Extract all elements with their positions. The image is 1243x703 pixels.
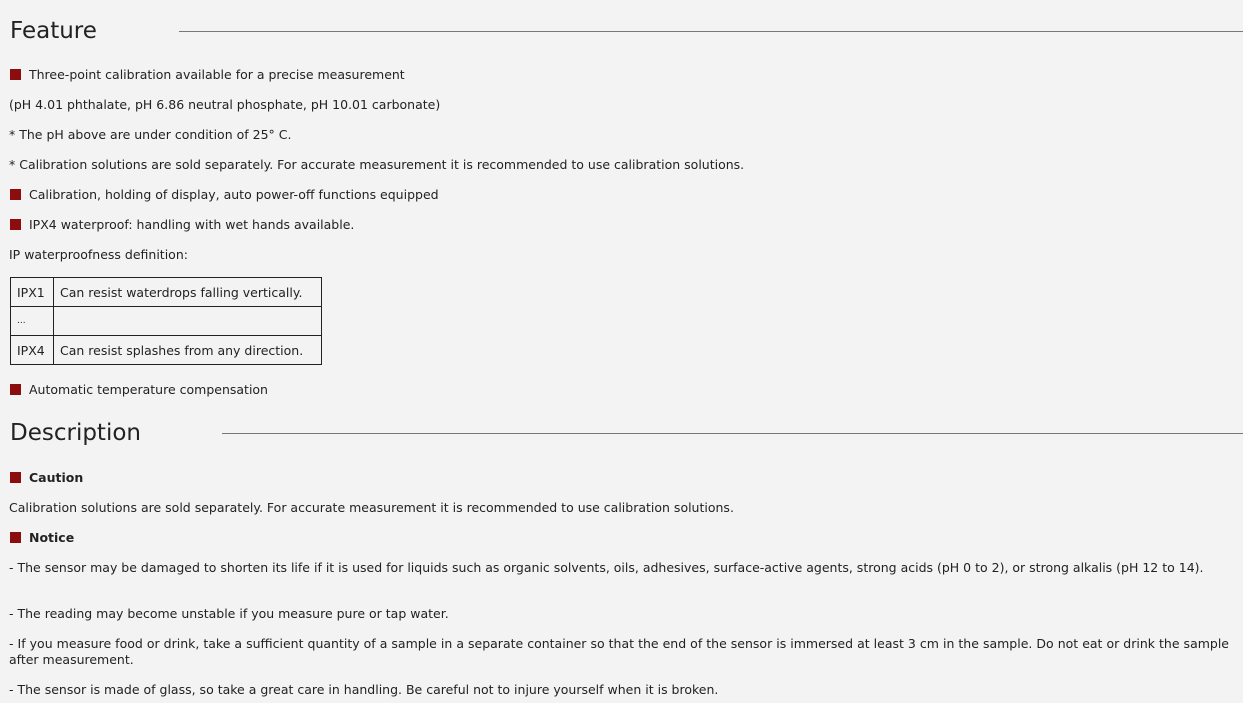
feature-heading: Feature <box>10 18 97 44</box>
table-row <box>11 278 322 307</box>
description-heading: Description <box>10 420 141 446</box>
caution-title-text: Caution <box>29 470 84 485</box>
ip-definition-label: IP waterproofness definition: <box>9 247 188 262</box>
ip-code-cell: IPX1 <box>11 278 54 307</box>
ip-code-cell: ... <box>11 307 54 336</box>
notice-title-text: Notice <box>29 530 75 545</box>
feature-bullet-temperature <box>10 382 268 398</box>
square-bullet-icon <box>10 189 21 200</box>
feature-bullet-text: Calibration, holding of display, auto power-off functions equipped <box>29 187 439 202</box>
calibration-buffers-line: (pH 4.01 phthalate, pH 6.86 neutral phosphate, pH 10.01 carbonate) <box>9 97 441 112</box>
caution-title <box>10 470 83 486</box>
feature-heading-rule <box>179 31 1243 32</box>
table-row <box>11 307 322 336</box>
temperature-note: * The pH above are under condition of 25° C. <box>9 127 292 142</box>
square-bullet-icon <box>10 532 21 543</box>
description-heading-rule <box>222 433 1243 434</box>
feature-bullet-text: Automatic temperature compensation <box>29 382 268 397</box>
ip-definition-table <box>10 277 322 365</box>
table-row <box>11 336 322 365</box>
calibration-solution-note: * Calibration solutions are sold separately. For accurate measurement it is recommended to use calibration solutions. <box>9 157 745 172</box>
notice-item: - The sensor may be damaged to shorten its life if it is used for liquids such as organic solvents, oils, adhesives, surface-active agents, strong acids (pH 0 to 2), or strong alkalis (pH 12 to 14). <box>9 560 1204 575</box>
feature-bullet-waterproof <box>10 217 354 233</box>
notice-item: - The reading may become unstable if you measure pure or tap water. <box>9 606 449 621</box>
feature-bullet-text: IPX4 waterproof: handling with wet hands available. <box>29 217 355 232</box>
square-bullet-icon <box>10 219 21 230</box>
square-bullet-icon <box>10 472 21 483</box>
notice-item: - If you measure food or drink, take a sufficient quantity of a sample in a separate container so that the end of the sensor is immersed at least 3 cm in the sample. Do not eat or drink the sample after measurement. <box>9 636 1229 667</box>
notice-item: - The sensor is made of glass, so take a great care in handling. Be careful not to injure yourself when it is broken. <box>9 682 719 697</box>
square-bullet-icon <box>10 69 21 80</box>
square-bullet-icon <box>10 384 21 395</box>
caution-text: Calibration solutions are sold separately. For accurate measurement it is recommended to use calibration solutions. <box>9 500 734 515</box>
ip-description-cell: Can resist waterdrops falling vertically. <box>54 278 322 307</box>
ip-description-cell <box>54 307 322 336</box>
ip-code-cell: IPX4 <box>11 336 54 365</box>
notice-title <box>10 530 74 546</box>
feature-bullet-calibration <box>10 67 405 83</box>
ip-description-cell: Can resist splashes from any direction. <box>54 336 322 365</box>
feature-bullet-functions <box>10 187 439 203</box>
feature-bullet-text: Three-point calibration available for a precise measurement <box>29 67 405 82</box>
